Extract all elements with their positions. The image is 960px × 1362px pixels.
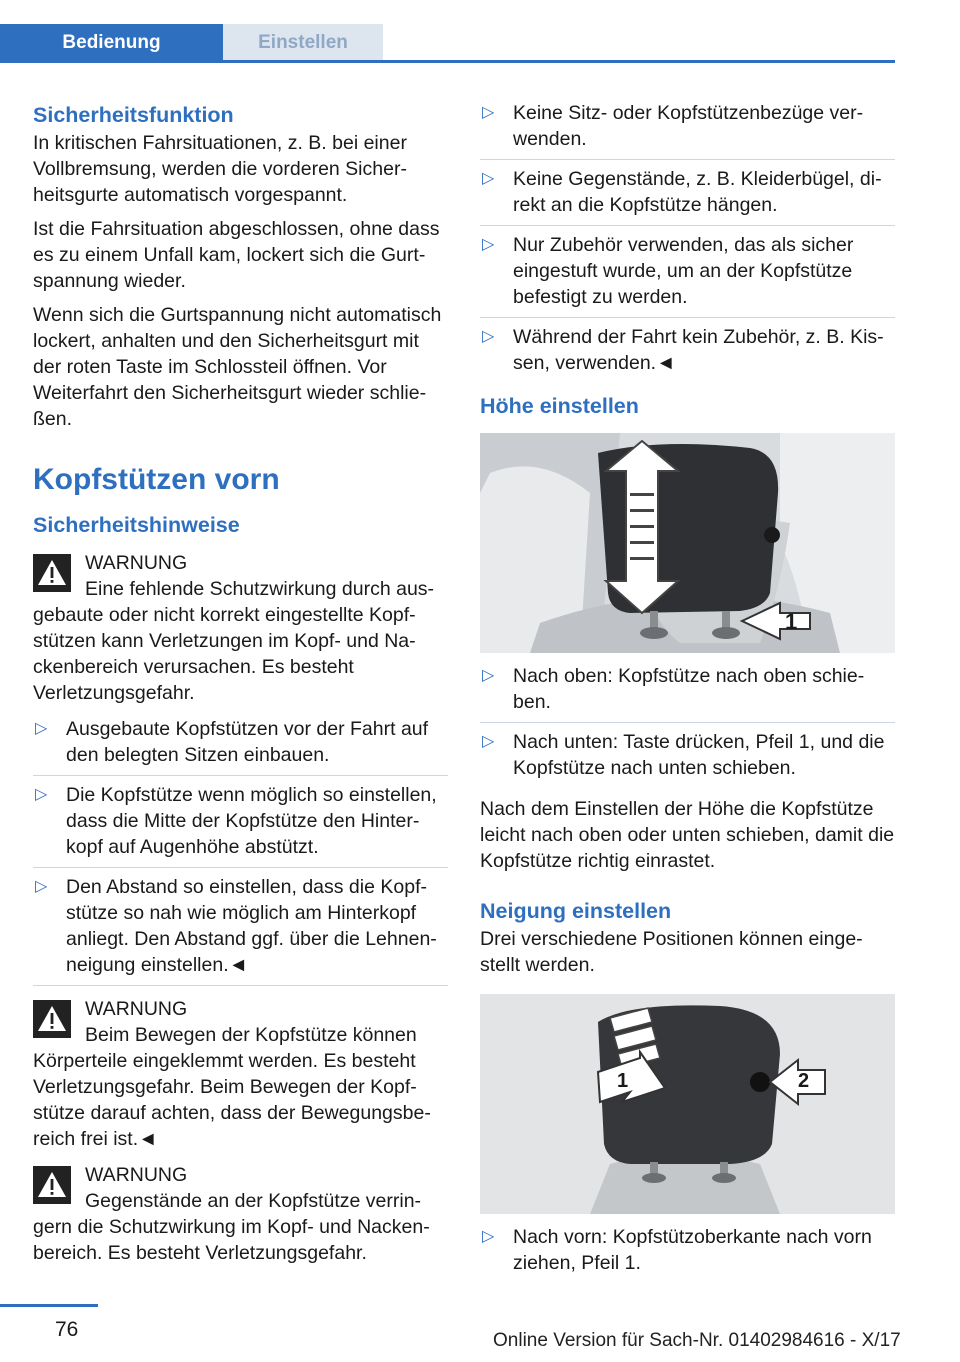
header-divider [0,60,895,63]
warning-title: WARNUNG [85,998,188,1020]
bullet-triangle-icon: ▷ [35,786,48,803]
paragraph: Wenn sich die Gurtspannung nicht automatisch lockert, anhalten und den Sicherheitsgurt mit der roten Taste im Schlossteil öffnen. Vor Weiterfahrt den Sicherheitsgurt wieder schließen. [33,304,442,430]
warning-title: WARNUNG [85,1164,188,1186]
footer-divider [0,1304,98,1307]
warning-block-1 [33,550,448,706]
warning-triangle-icon [33,1166,71,1204]
figure-headrest-tilt [480,994,895,1214]
warning-triangle-icon [33,1000,71,1038]
bullet-triangle-icon: ▷ [482,328,495,345]
headrest-height-illustration [480,433,895,653]
section-title-sicherheitsfunktion: Sicherheitsfunktion [33,103,234,127]
bullet-triangle-icon: ▷ [35,720,48,737]
list-item: ▷ Keine Sitz- oder Kopfstützenbezüge verwenden. [480,100,895,160]
warning-block-3 [33,1162,448,1266]
list-item: ▷ Nur Zubehör verwenden, das als sicher eingestuft wurde, um an der Kopfstütze befestigt zu werden. [480,232,895,318]
figure-callout-2: 2 [798,1070,810,1092]
warning-body: Beim Bewegen der Kopfstütze können Körperteile eingeklemmt werden. Es besteht Verletzungsgefahr. Beim Bewegen der Kopfstütze darauf achten, dass der Bewegungsbereich frei ist.◄ [33,1024,431,1150]
figure-callout-1: 1 [617,1070,629,1092]
list-item: ▷ Ausgebaute Kopfstützen vor der Fahrt auf den belegten Sitzen einbauen. [33,716,448,776]
bullet-triangle-icon: ▷ [482,170,495,187]
paragraph: Drei verschiedene Positionen können eingestellt werden. [480,928,863,976]
bullet-list-1 [33,716,448,986]
list-item: ▷ Nach vorn: Kopfstützoberkante nach vorn ziehen, Pfeil 1. [482,1226,872,1274]
list-item: ▷ Die Kopfstütze wenn möglich so einstellen, dass die Mitte der Kopfstütze den Hinterkopf auf Augenhöhe abstützt. [33,782,448,868]
section-title-hoehe: Höhe einstellen [480,394,639,418]
figure-callout-1: 1 [785,609,798,634]
warning-triangle-icon [33,554,71,592]
bullet-list-hoehe [480,663,895,788]
warning-body: Eine fehlende Schutzwirkung durch ausgebaute oder nicht korrekt eingestellte Kopfstützen kann Verletzungen im Kopf- und Nackenbereich verursachen. Es besteht Verletzungsgefahr. [33,578,435,704]
section-title-sicherheitshinweise: Sicherheitshinweise [33,513,240,537]
section-title-neigung: Neigung einstellen [480,899,672,923]
chapter-tabs [0,24,383,62]
left-column [33,100,448,1276]
list-item: ▷ Nach unten: Taste drücken, Pfeil 1, und die Kopfstütze nach unten schieben. [482,731,885,779]
online-version-note: Online Version für Sach-Nr. 01402984616 - X/17 [493,1330,901,1351]
right-column [480,100,895,1291]
list-item: ▷ Den Abstand so einstellen, dass die Kopfstütze so nah wie möglich am Hinterkopf anliegt. Den Abstand ggf. über die Lehnenneigung einstellen.◄ [33,874,448,986]
bullet-list-top [480,100,895,383]
list-item: ▷ Keine Gegenstände, z. B. Kleiderbügel, direkt an die Kopfstütze hängen. [480,166,895,226]
bullet-triangle-icon: ▷ [482,1228,495,1245]
list-item: ▷ Nach oben: Kopfstütze nach oben schieben. [480,663,895,723]
paragraph: Ist die Fahrsituation abgeschlossen, ohne dass es zu einem Unfall kam, lockert sich die Gurtspannung wieder. [33,218,440,292]
paragraph: In kritischen Fahrsituationen, z. B. bei einer Vollbremsung, werden die vorderen Sicherheitsgurte automatisch vorgespannt. [33,132,407,206]
bullet-triangle-icon: ▷ [35,878,48,895]
bullet-triangle-icon: ▷ [482,104,495,121]
chapter-title: Kopfstützen vorn [33,463,280,496]
bullet-triangle-icon: ▷ [482,667,495,684]
bullet-triangle-icon: ▷ [482,236,495,253]
page-number: 76 [55,1318,79,1341]
warning-title: WARNUNG [85,552,188,574]
figure-headrest-height [480,433,895,653]
warning-block-2 [33,996,448,1152]
bullet-list-neigung [480,1224,895,1283]
bullet-triangle-icon: ▷ [482,733,495,750]
tab-einstellen[interactable]: Einstellen [223,24,383,62]
paragraph: Nach dem Einstellen der Höhe die Kopfstütze leicht nach oben oder unten schieben, damit die Kopfstütze richtig einrastet. [480,798,895,872]
list-item: ▷ Während der Fahrt kein Zubehör, z. B. Kissen, verwenden.◄ [482,326,884,374]
headrest-tilt-illustration [480,994,895,1214]
tab-bedienung[interactable]: Bedienung [0,24,223,62]
warning-body: Gegenstände an der Kopfstütze verringern die Schutzwirkung im Kopf- und Nackenbereich. Es besteht Verletzungsgefahr. [33,1190,430,1264]
